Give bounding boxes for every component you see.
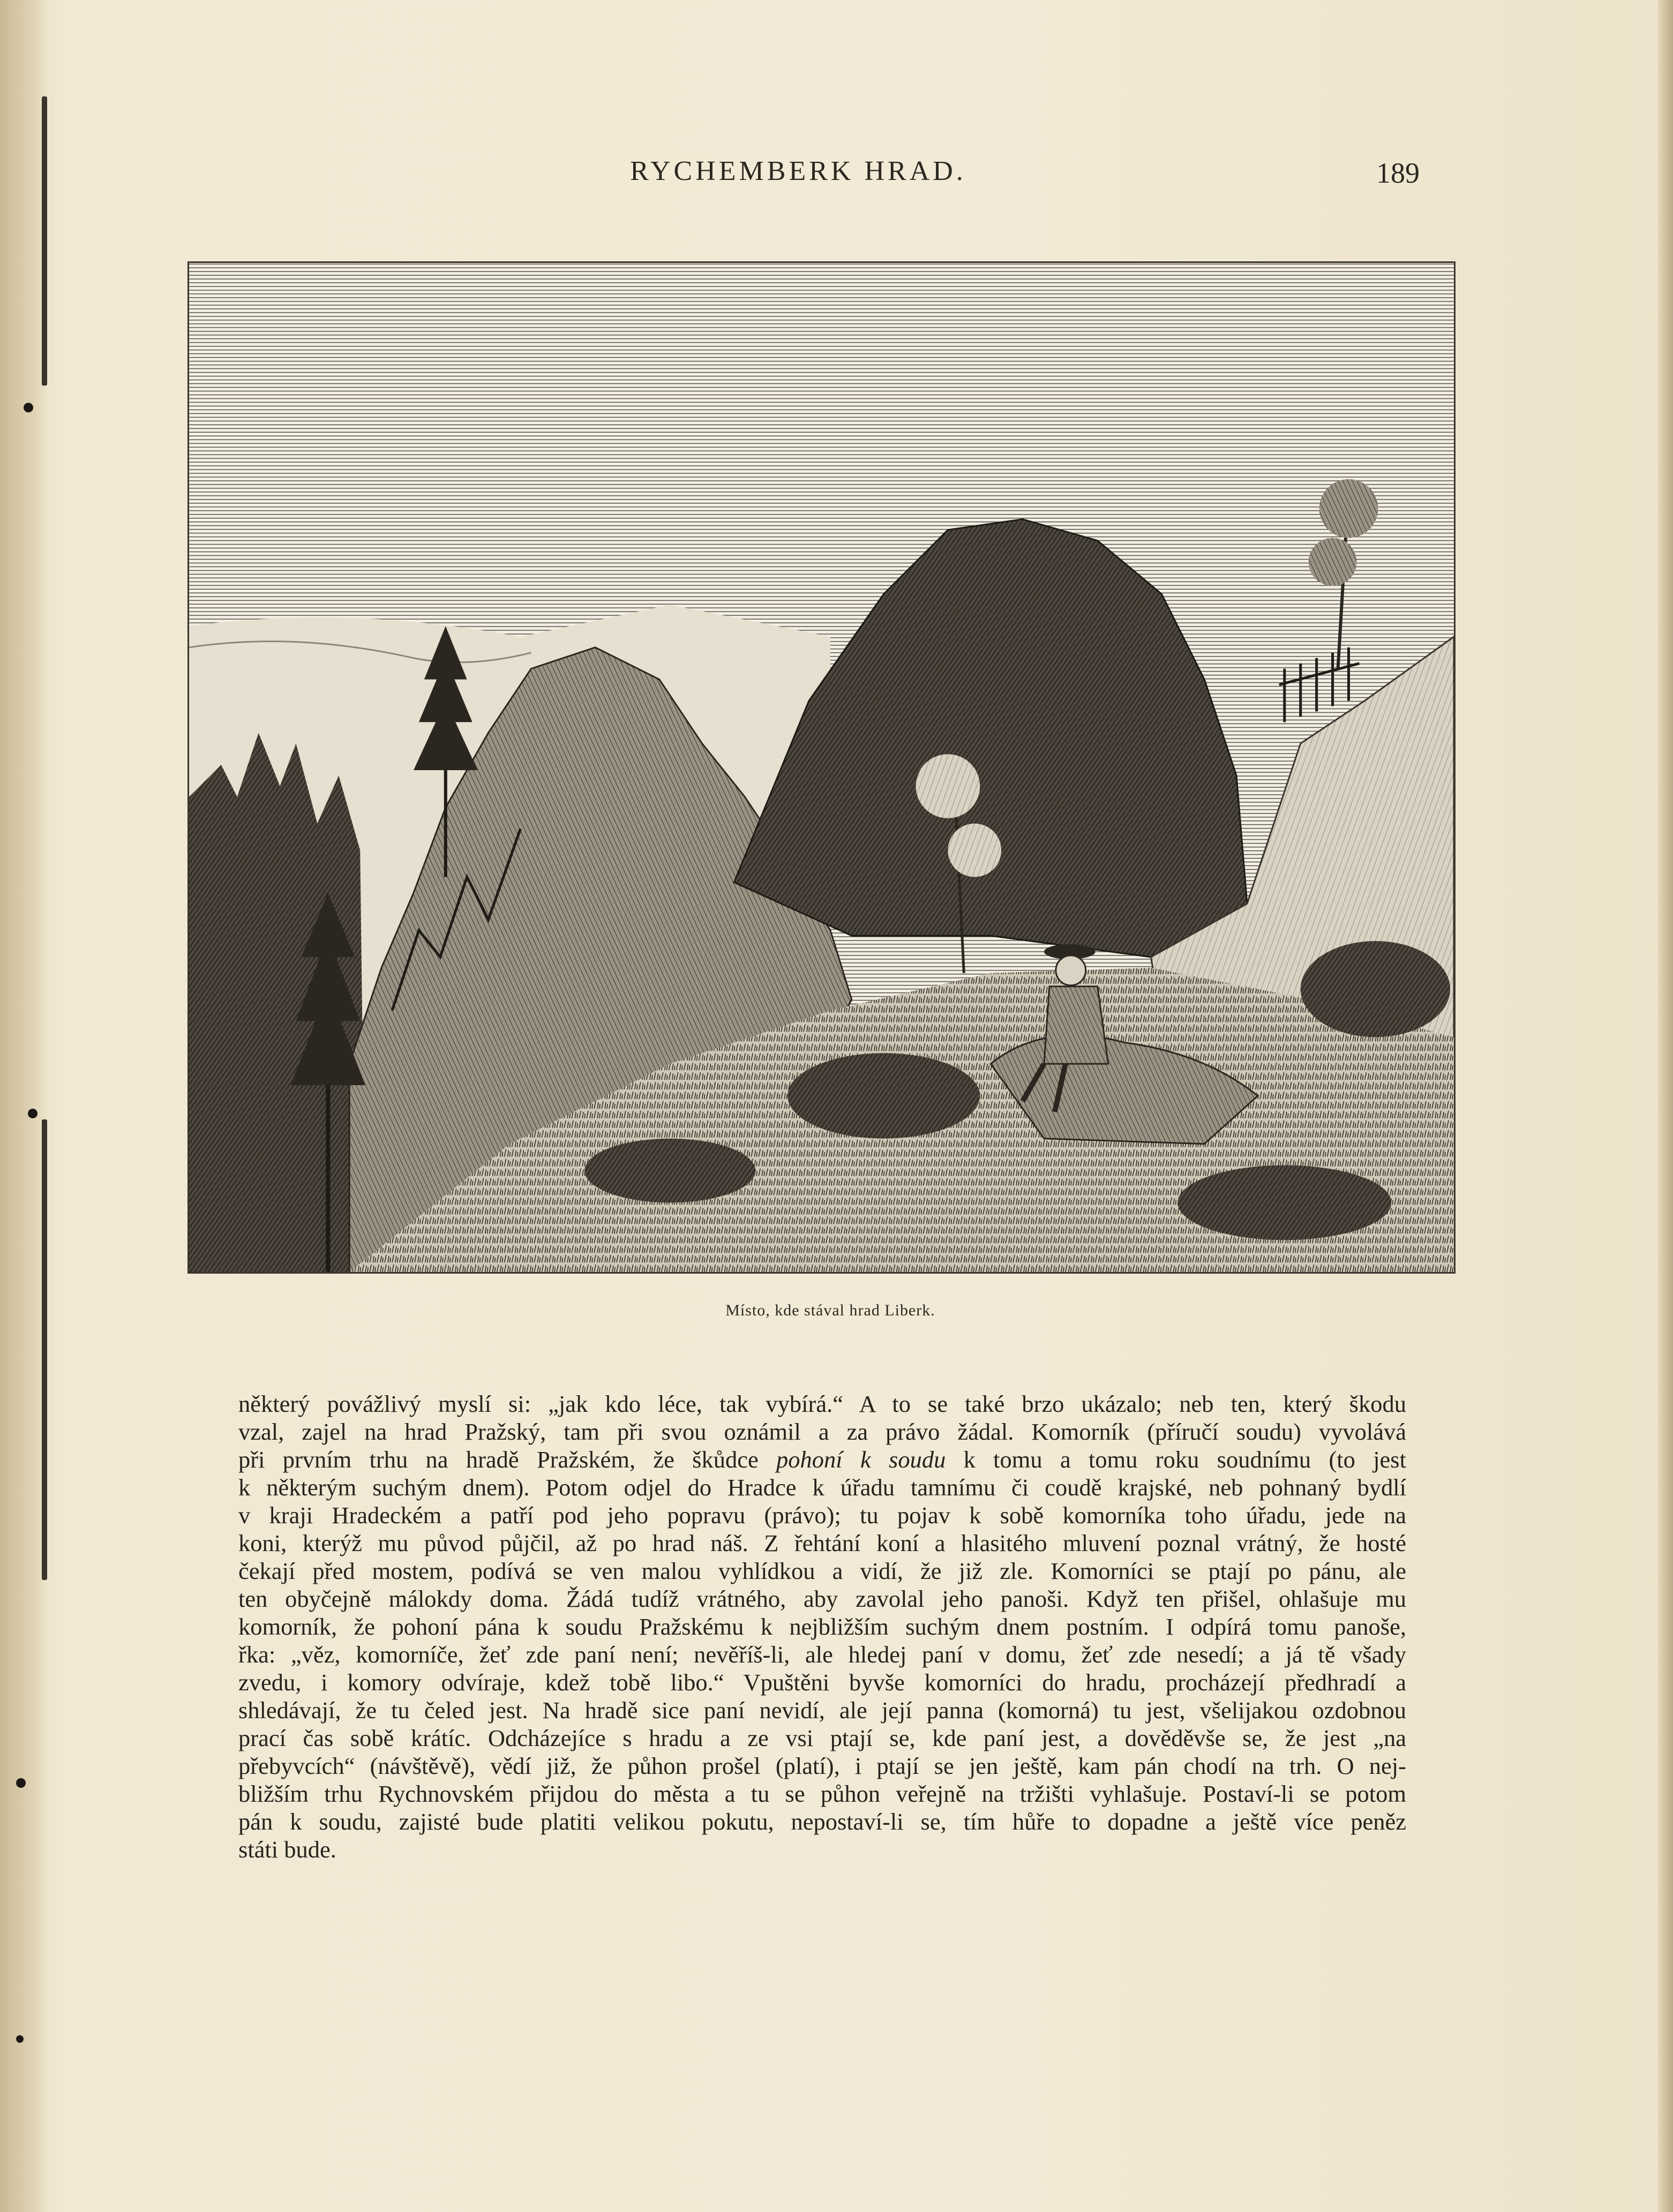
binding-mark (42, 96, 47, 386)
italic-phrase: pohoní k soudu (776, 1446, 946, 1473)
text-run: při prvním trhu na hradě Pražském, že škůdce (238, 1446, 777, 1473)
page-edge (1658, 0, 1673, 2212)
text-line: bližším trhu Rychnovském přijdou do města a tu se půhon veřejně na tržišti vyhlašuje. Postaví-li se potom (238, 1780, 1406, 1807)
text-line: shledávají, že tu čeled jest. Na hradě sice paní nevidí, ale její panna (komorná) tu jest, všelijakou ozdobnou (238, 1697, 1406, 1724)
text-line: k některým suchým dnem). Potom odjel do Hradce k úřadu tamnímu či coudě krajské, neb pohnaný bydlí (238, 1474, 1406, 1501)
text-line: čekají před mostem, podívá se ven malou vyhlídkou a vidí, že již zle. Komorníci se ptají po pánu, ale (238, 1558, 1406, 1584)
binding-dot (28, 1109, 37, 1118)
binding-dot (16, 2035, 24, 2043)
running-title: RYCHEMBERK HRAD. (630, 156, 966, 186)
text-line: vzal, zajel na hrad Pražský, tam při svou oznámil a za právo žádal. Komorník (příručí soudu) vyvolává (238, 1418, 1406, 1445)
engraving-illustration (187, 261, 1456, 1274)
text-line: státi bude. (238, 1836, 336, 1863)
text-line: zvedu, i komory odvíraje, kdež tobě libo.“ Vpuštěni byvše komorníci do hradu, procházejí předhradí a (238, 1669, 1406, 1696)
body-text (238, 1390, 1406, 1863)
page-number: 189 (1376, 157, 1420, 189)
text-line: v kraji Hradeckém a patří pod jeho popravu (právo); tu pojav k sobě komorníka toho úřadu, jede na (238, 1502, 1406, 1529)
text-line: prací čas sobě krátíc. Odcházejíce s hradu a ze vsi ptají se, kde paní jest, a dověděvše se, že jest „na (238, 1725, 1406, 1751)
binding-dot (24, 403, 33, 412)
binding-mark (42, 1119, 47, 1580)
text-line: koni, kterýž mu původ půjčil, až po hrad náš. Z řehtání koní a hlasitého mluvení poznal vrátný, že hosté (238, 1530, 1406, 1556)
text-line: přebyvcích“ (návštěvě), vědí již, že půhon prošel (platí), i ptají se jen ještě, kam pán chodí na trh. O nej- (238, 1752, 1406, 1779)
text-run: k tomu a tomu roku soudnímu (to jest (946, 1446, 1406, 1473)
text-line: komorník, že pohoní pána k soudu Pražskému k nejbližším suchým dnem postním. I odpírá tomu panoše, (238, 1613, 1406, 1640)
text-line: pán k soudu, zajisté bude platiti velikou pokutu, nepostaví-li se, tím hůře to dopadne a ještě více peněz (238, 1808, 1406, 1835)
binding-dot (16, 1778, 26, 1788)
text-line (238, 1446, 1406, 1473)
text-line: některý povážlivý myslí si: „jak kdo léce, tak vybírá.“ A to se také brzo ukázalo; neb ten, který škodu (238, 1390, 1406, 1417)
figure-caption: Místo, kde stával hrad Liberk. (725, 1301, 935, 1319)
text-line: řka: „věz, komorníče, žeť zde paní není; nevěříš-li, ale hledej paní v domu, žeť zde nesedí; a já tě všady (238, 1641, 1406, 1668)
text-line: ten obyčejně málokdy doma. Žádá tudíž vrátného, aby zavolal jeho panoši. Když ten přišel, ohlašuje mu (238, 1585, 1406, 1612)
page-binding (0, 0, 48, 2212)
